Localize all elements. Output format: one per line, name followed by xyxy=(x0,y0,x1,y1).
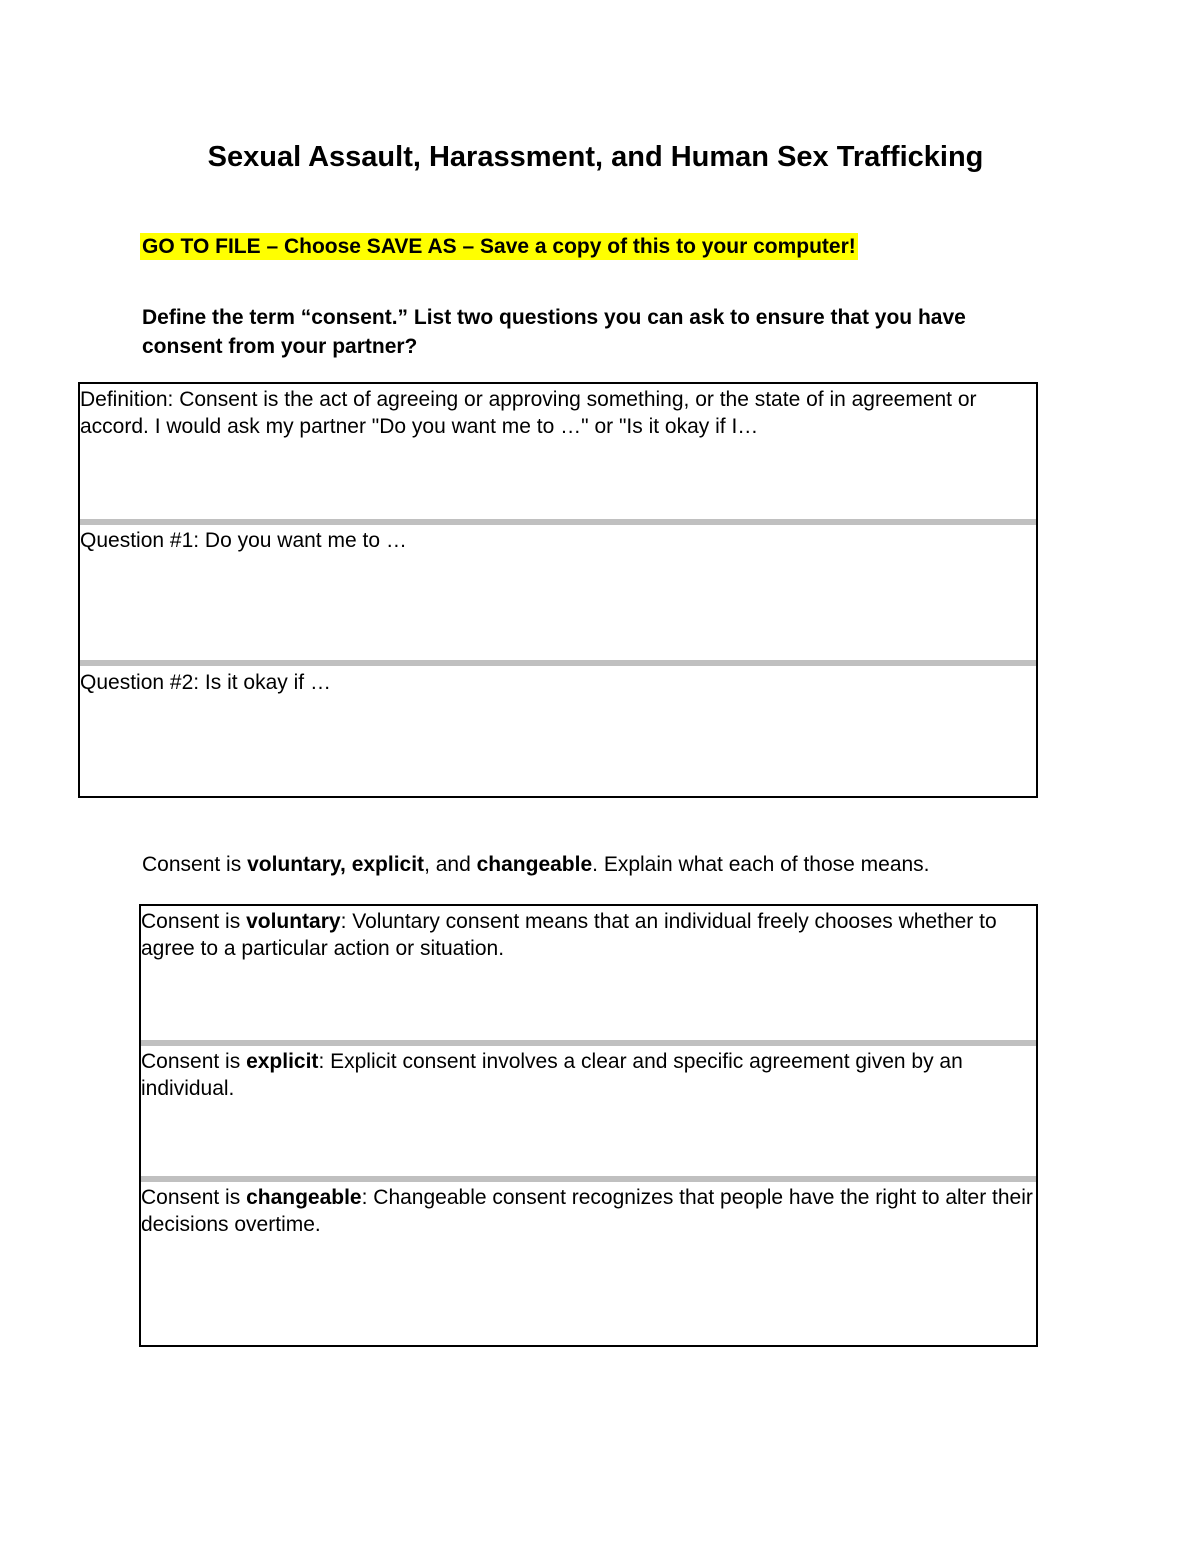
explicit-cell[interactable] xyxy=(141,1046,1036,1176)
question1-cell[interactable]: Question #1: Do you want me to … xyxy=(80,529,407,552)
cell-text: : Voluntary consent means that an individual freely chooses whether to agree to a particular action or situation. xyxy=(141,910,997,960)
question2-cell[interactable]: Question #2: Is it okay if … xyxy=(80,671,331,694)
cell-term: voluntary xyxy=(246,910,341,933)
explain-prompt xyxy=(142,851,930,878)
cell-term: changeable xyxy=(246,1186,362,1209)
cell-text: : Changeable consent recognizes that people have the right to alter their decisions overtime. xyxy=(141,1186,1033,1236)
definition-cell[interactable]: Definition: Consent is the act of agreeing or approving something, or the state of in agreement or accord. I would ask my partner "Do you want me to …" or "Is it okay if I… xyxy=(80,388,977,438)
cell-prefix: Consent is xyxy=(141,1186,247,1209)
cell-prefix: Consent is xyxy=(141,1050,247,1073)
consent-answer-table xyxy=(78,382,1038,798)
cell-text: : Explicit consent involves a clear and specific agreement given by an individual. xyxy=(141,1050,963,1100)
voluntary-cell[interactable] xyxy=(141,906,1036,1040)
consent-qualities-table xyxy=(139,904,1038,1347)
explain-term1: voluntary, explicit xyxy=(247,853,425,876)
explain-term2: changeable xyxy=(476,853,593,876)
cell-prefix: Consent is xyxy=(141,910,247,933)
changeable-cell[interactable] xyxy=(141,1182,1036,1342)
explain-suffix: . Explain what each of those means. xyxy=(592,853,930,876)
explain-sep: , and xyxy=(424,853,477,876)
cell-term: explicit xyxy=(246,1050,319,1073)
save-instruction: GO TO FILE – Choose SAVE AS – Save a copy of this to your computer! xyxy=(142,235,856,258)
page-title: Sexual Assault, Harassment, and Human Sex Trafficking xyxy=(207,141,984,173)
consent-prompt: Define the term “consent.” List two questions you can ask to ensure that you have consent from your partner? xyxy=(142,306,966,358)
explain-prefix: Consent is xyxy=(142,853,248,876)
row-divider xyxy=(80,660,1036,666)
